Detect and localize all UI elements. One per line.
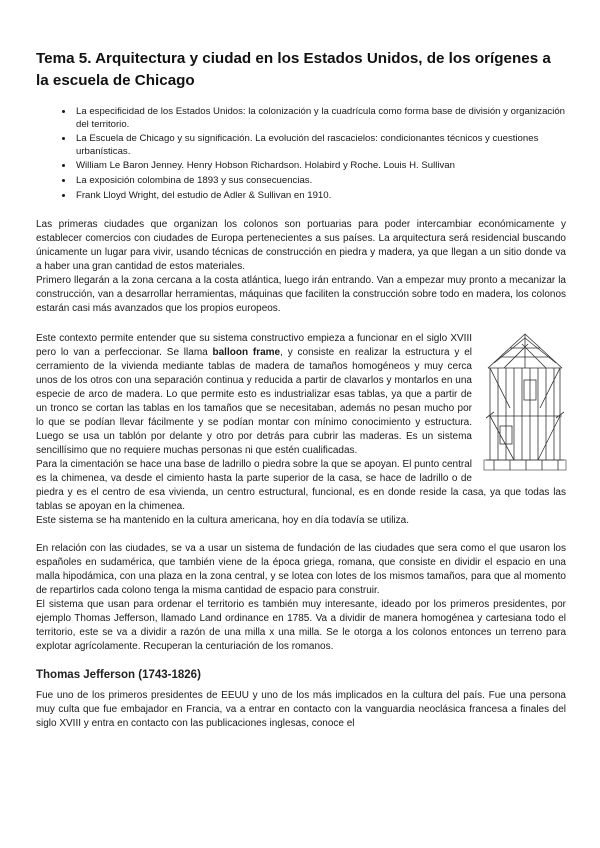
- list-item: • Frank Lloyd Wright, del estudio de Adler & Sullivan en 1910.: [74, 190, 566, 203]
- section-heading: Thomas Jefferson (1743-1826): [36, 669, 201, 682]
- paragraph: Primero llegarán a la zona cercana a la costa atlántica, luego irán entrando. Van a empezar muy pronto a mecanizar la construcción, van a desarrollar herramientas, máquinas que faciliten la construcción sobre todo en madera, los colonos estarán casi más avanzados que los propios europeos.: [36, 275, 566, 315]
- document-page: [36, 48, 566, 731]
- paragraph: Las primeras ciudades que organizan los colonos son portuarias para poder intercambiar económicamente y establecer comercios con ciudades de Europa pertenecientes a sus países. La arquitectura será residencial buscando únicamente un lugar para vivir, usando técnicas de construcción en piedra y madera, ya que llegan a un sitio donde va a haber una gran cantidad de estos materiales.: [36, 219, 566, 273]
- balloon-frame-illustration: [480, 328, 570, 480]
- list-item: • La especificidad de los Estados Unidos: la colonización y la cuadrícula como forma base de división y organización del territorio.: [74, 106, 566, 131]
- list-item: • La Escuela de Chicago y su significación. La evolución del rascacielos: condicionantes técnicos y cuestiones urbanísticas.: [74, 133, 566, 158]
- intro-section: [36, 218, 566, 316]
- paragraph: Para la cimentación se hace una base de ladrillo o piedra sobre la que se apoyan. El punto central es la chimenea, va desde el cimiento hasta la parte superior de la casa, se hace de ladrillo o de piedra y es el centro de esa vivienda, un centro estructural, funcional, es en donde reside la casa, ya que todas las tablas se apoyan en la chimenea.: [36, 459, 566, 513]
- balloon-frame-section: [36, 332, 566, 528]
- paragraph-text: Este contexto permite entender que su sistema constructivo empieza a funcionar en el siglo XVIII pero lo van a perfeccionar. Se llama: [36, 333, 472, 359]
- cities-section: [36, 542, 566, 654]
- page-title: Tema 5. Arquitectura y ciudad en los Estados Unidos, de los orígenes a la escuela de Chicago: [36, 50, 551, 89]
- list-item: • William Le Baron Jenney. Henry Hobson Richardson. Holabird y Roche. Louis H. Sullivan: [74, 160, 566, 173]
- paragraph: El sistema que usan para ordenar el territorio es también muy interesante, ideado por los primeros presidentes, por ejemplo Thomas Jefferson, llamado Land ordinance en 1785. Va a dividir de manera homogénea y cartesiana todo el territorio, este se va a dividir a razón de una milla x una milla. Se le otorga a los colonos entonces un terreno para explotar agrícolamente. Recuperan la centuriación de los romanos.: [36, 599, 566, 653]
- topics-list: [36, 106, 566, 202]
- paragraph-text: , y consiste en realizar la estructura y el cerramiento de la vivienda mediante tablas de madera de tamaños homogéneos y muy cerca unos de los otros con una separación continua y reducida a partir de clavarlos y montarlos en una especie de arco de madera. Lo que permite esto es industrializar esas tablas, ya que a partir de un tronco se cortan las tablas en los tamaños que se necesitaban, además no pesan mucho por lo que se podían llevar fácilmente y se podían montar con mínimo conocimiento y estructura. Luego se usa un tablón por delante y otro por detrás para cubrir las maderas. Es un sistema sencillísimo que no requiere muchas personas ni que estén cualificadas.: [36, 347, 472, 457]
- paragraph: Fue uno de los primeros presidentes de EEUU y uno de los más implicados en la cultura del país. Fue una persona muy culta que fue embajador en Francia, va a entrar en contacto con la vanguardia neoclásica francesa a finales del siglo XVIII y entra en contacto con las publicaciones inglesas, conoce el: [36, 690, 566, 730]
- paragraph: Este sistema se ha mantenido en la cultura americana, hoy en día todavía se utiliza.: [36, 515, 409, 527]
- list-item: • La exposición colombina de 1893 y sus consecuencias.: [74, 175, 566, 188]
- balloon-frame-term: balloon frame: [212, 347, 281, 359]
- paragraph: En relación con las ciudades, se va a usar un sistema de fundación de las ciudades que sera como el que usaron los españoles en sudamérica, que también viene de la época griega, romana, que consiste en dividir el espacio en una malla hipodámica, con una plaza en la zona central, y se lotea con lotes de los mismos tamaños, para que al momento de repartirlos cada colono tenga la misma cantidad de espacio para construir.: [36, 543, 566, 597]
